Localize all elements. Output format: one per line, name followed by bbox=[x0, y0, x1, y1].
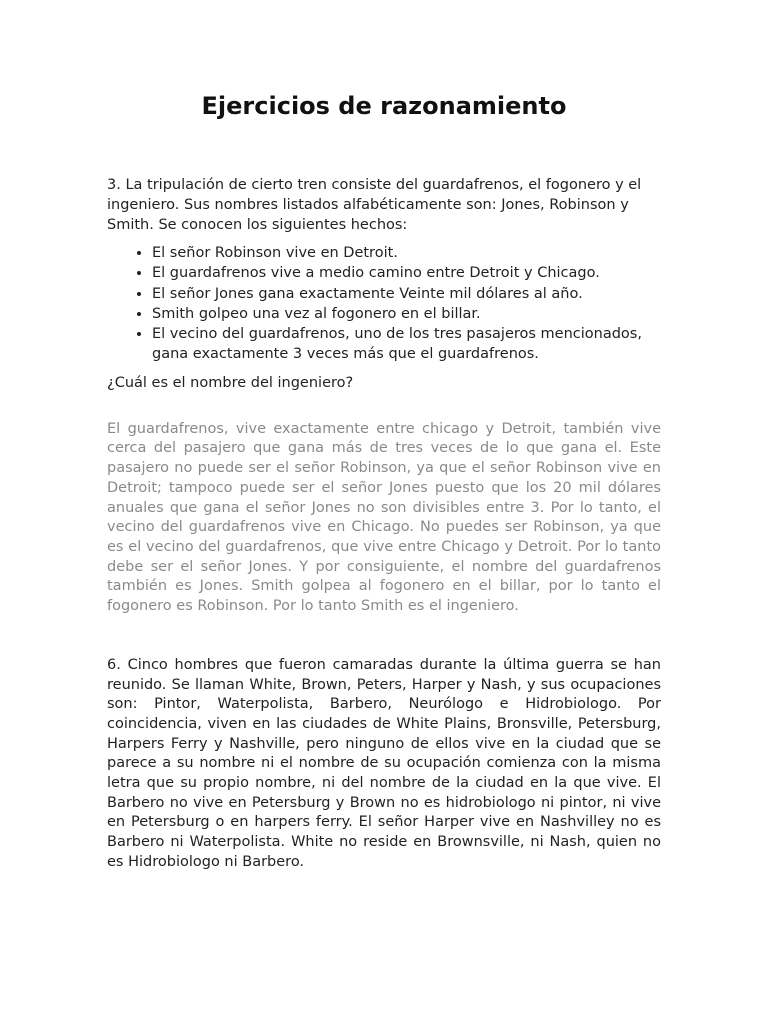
list-item: • El guardafrenos vive a medio camino entre Detroit y Chicago. bbox=[152, 263, 661, 283]
problem-6-text: 6. Cinco hombres que fueron camaradas durante la última guerra se han reunido. Se llaman White, Brown, Peters, Harper y Nash, y sus ocupaciones son: Pintor, Waterpolista, Barbero, Neurólogo e Hidrobiologo. Por coincidencia, viven en las ciudades de White Plains, Bronsville, Petersburg, Harpers Ferry y Nashville, pero ninguno de ellos vive en la ciudad que se parece a su nombre ni el nombre de su ocupación comienza con la misma letra que su propio nombre, ni del nombre de la ciudad en la que vive. El Barbero no vive en Petersburg y Brown no es hidrobiologo ni pintor, ni vive en Petersburg o en harpers ferry. El señor Harper vive en Nashvilley no es Barbero ni Waterpolista. White no reside en Brownsville, ni Nash, quien no es Hidrobiologo ni Barbero. bbox=[107, 656, 661, 870]
problem-3-question: ¿Cuál es el nombre del ingeniero? bbox=[107, 374, 354, 391]
list-item: • El vecino del guardafrenos, uno de los tres pasajeros mencionados, gana exactamente 3 veces más que el guardafrenos. bbox=[152, 324, 661, 365]
list-item: • Smith golpeo una vez al fogonero en el billar. bbox=[152, 304, 661, 324]
list-item: • El señor Robinson vive en Detroit. bbox=[152, 243, 661, 263]
list-item: • El señor Jones gana exactamente Veinte mil dólares al año. bbox=[152, 284, 661, 304]
problem-3-answer: El guardafrenos, vive exactamente entre chicago y Detroit, también vive cerca del pasajero que gana más de tres veces de lo que gana el. Este pasajero no puede ser el señor Robinson, ya que el señor Robinson vive en Detroit; tampoco puede ser el señor Jones puesto que los 20 mil dólares anuales que gana el señor Jones no son divisibles entre 3. Por lo tanto, el vecino del guardafrenos vive en Chicago. No puedes ser Robinson, ya que es el vecino del guardafrenos, que vive entre Chicago y Detroit. Por lo tanto debe ser el señor Jones. Y por consiguiente, el nombre del guardafrenos también es Jones. Smith golpea al fogonero en el billar, por lo tanto el fogonero es Robinson. Por lo tanto Smith es el ingeniero. bbox=[107, 420, 661, 615]
problem-3-intro: 3. La tripulación de cierto tren consiste del guardafrenos, el fogonero y el ingeniero. Sus nombres listados alfabéticamente son: Jones, Robinson y Smith. Se conocen los siguientes hechos: bbox=[107, 177, 642, 233]
page-title: Ejercicios de razonamiento bbox=[201, 92, 567, 120]
problem-3-facts-list bbox=[107, 243, 661, 365]
